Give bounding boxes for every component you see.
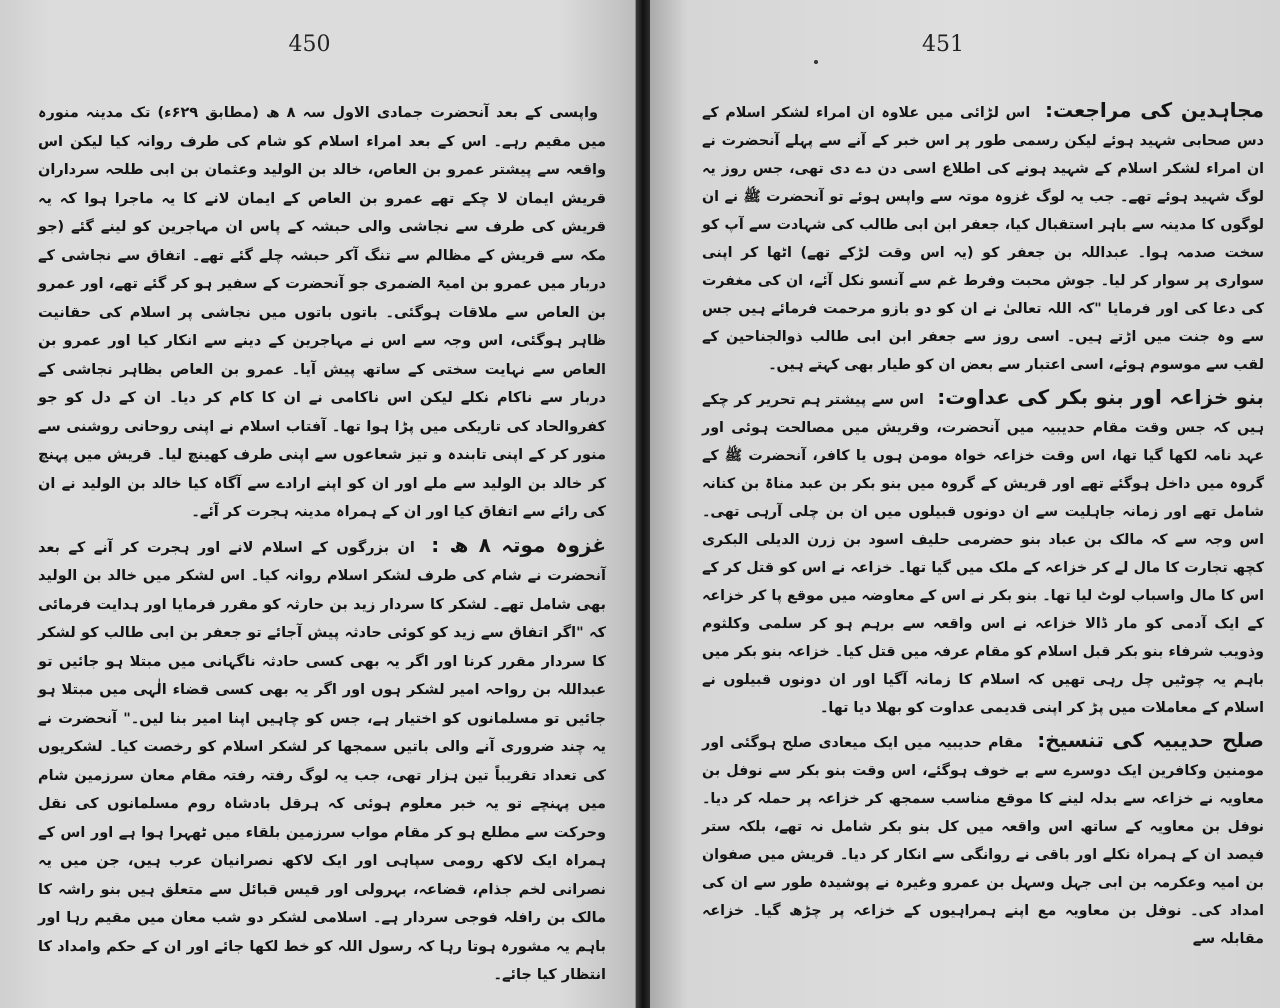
- paragraph: [38, 531, 606, 990]
- section-heading: صلح حدیبیہ کی تنسیخ:: [1037, 728, 1264, 752]
- page-number: 450: [288, 32, 331, 57]
- right-page: [650, 0, 1280, 1008]
- paragraph-text: واپسی کے بعد آنحضرت جمادی الاول سہ ۸ ھ (مطابق ۶۲۹ء) تک مدینہ منورہ میں مقیم رہے۔ اس کے بعد امراء اسلام کو شام کی طرف روانہ کیا لیکن اس واقعہ سے پیشتر عمرو بن العاص، خالد بن الولید وعثمان بن ابی طلحہ سرداران قریش ایمان لا چکے تھے عمرو بن العاص کے ایمان لانے کا یہ ماجرا ہوا کہ یہ قریش کی طرف سے نجاشی والی حبشہ کے پاس ان مہاجرین کو لینے گئے (جو مکہ سے قریش کے مظالم سے تنگ آکر حبشہ چلے گئے تھے۔ اتفاق سے نجاشی کے دربار میں عمرو بن امیۃ الضمری جو آنحضرت کے سفیر ہو کر گئے تھے، اور عمرو بن العاص سے ملاقات ہوگئی۔ باتوں باتوں میں نجاشی پر اسلام کی حقانیت ظاہر ہوگئی، اس وجہ سے اس نے مہاجرین کے دینے سے انکار کیا اور عمرو بن العاص سے نہایت سختی کے ساتھ پیش آیا۔ عمرو بن العاص بظاہر نجاشی کے دربار سے ناکام نکلے لیکن اس ناکامی نے ان کا کام کر دیا۔ ان کے دل کو جو کفروالحاد کی تاریکی میں پڑا ہوا تھا۔ آفتاب اسلام نے اپنی روحانی روشنی سے منور کر کے اپنی تابندہ و تیز شعاعوں سے اپنی طرف کھینچ لیا۔ قریش میں پہنچ کر خالد بن الولید سے ملے اور ان کو اپنے ارادے سے آگاہ کیا خالد بن الولید نے ان کی رائے سے اتفاق کیا اور ان کے ہمراہ مدینہ ہجرت کر آئے۔: [38, 105, 606, 520]
- paragraph-text: ان بزرگوں کے اسلام لانے اور ہجرت کر آنے کے بعد آنحضرت نے شام کی طرف لشکر اسلام روانہ کیا۔ اس لشکر میں خالد بن الولید بھی شامل تھے۔ لشکر کا سردار زید بن حارثہ کو مقرر فرمایا اور ہدایت فرمائی کہ "اگر اتفاق سے زید کو کوئی حادثہ پیش آجائے تو جعفر بن ابی طالب کو لشکر کا سردار مقرر کرنا اور اگر یہ بھی کسی حادثہ ناگہانی میں مبتلا ہو جائیں تو عبداللہ بن رواحہ امیر لشکر ہوں اور اگر یہ بھی کسی قضاء الٰہی میں مبتلا ہو جائیں تو مسلمانوں کو اختیار ہے، جس کو چاہیں اپنا امیر بنا لیں۔" آنحضرت نے یہ چند ضروری آنے والی باتیں سمجھا کر لشکر اسلام کو رخصت کیا۔ لشکریوں کی تعداد تقریباً تین ہزار تھی، جب یہ لوگ رفتہ رفتہ مقام معان سرزمین شام میں پہنچے تو یہ خبر معلوم ہوئی کہ ہرقل بادشاہ روم مسلمانوں کی نقل وحرکت سے مطلع ہو کر مقام مواب سرزمین بلقاء میں ٹھہرا ہوا ہے اور اس کے ہمراہ ایک لاکھ رومی سپاہی اور ایک لاکھ نصرانیان عرب ہیں، جن میں یہ نصرانی لخم جذام، قضاعہ، بہرولی اور قیس قبائل سے متعلق ہیں بنو راشہ کا مالک بن رافلہ فوجی سردار ہے۔ اسلامی لشکر دو شب معان میں مقیم رہا اور باہم یہ مشورہ ہوتا رہا کہ رسول اللہ کو خط لکھا جائے اور ان کے حکم وامداد کا انتظار کیا جائے۔: [38, 539, 606, 983]
- paragraph: [702, 383, 1264, 722]
- page-number: 451: [922, 32, 964, 57]
- section-heading: غزوہ موتہ ۸ ھ :: [431, 532, 606, 557]
- book-gutter: [636, 0, 650, 1008]
- section-heading: مجاہدین کی مراجعت:: [1044, 98, 1264, 122]
- paragraph: [38, 96, 606, 527]
- page-body: [38, 96, 606, 990]
- section-heading: بنو خزاعہ اور بنو بکر کی عداوت:: [937, 385, 1264, 409]
- paragraph: [702, 726, 1264, 953]
- page-body: [702, 96, 1264, 953]
- paragraph-text: اس لڑائی میں علاوہ ان امراء لشکر اسلام کے دس صحابی شہید ہوئے لیکن رسمی طور پر اس خبر کے آنے سے پہلے آنحضرت نے ان امراء لشکر اسلام کے شہید ہونے کی اطلاع اسی دن دے دی تھی، جس روز یہ لوگ شہید ہوئے تھے۔ جب یہ لوگ غزوہ موتہ سے واپس ہوئے تو آنحضرت ﷺ نے ان لوگوں کا مدینہ سے باہر استقبال کیا، جعفر ابن ابی طالب کی شہادت سے آپ کو سخت صدمہ ہوا۔ عبداللہ بن جعفر کو (یہ اس وقت لڑکے تھے) اٹھا کر اپنی سواری پر سوار کر لیا۔ جوش محبت وفرط غم سے آنسو نکل آئے، ان کی مغفرت کی دعا کی اور فرمایا "کہ اللہ تعالیٰ نے ان کو دو بازو مرحمت فرمائے ہیں جس سے وہ جنت میں اڑتے ہیں۔ اسی روز سے جعفر ابن ابی طالب ذوالجناحین کے لقب سے موسوم ہوئے، اسی اعتبار سے بعض ان کو طیار بھی کہتے ہیں۔: [702, 105, 1264, 373]
- paragraph-text: مقام حدیبیہ میں ایک میعادی صلح ہوگئی اور مومنین وکافرین ایک دوسرے سے بے خوف ہوگئے، اس وقت بنو بکر سے نوفل بن معاویہ نے خزاعہ سے بدلہ لینے کا موقع مناسب سمجھ کر خزاعہ پر حملہ کر دیا۔ نوفل بن معاویہ کے ساتھ اس واقعہ میں کل بنو بکر شامل نہ تھے، بلکہ ستر فیصد ان کے ہمراہ نکلے اور باقی نے روانگی سے انکار کر دیا۔ قریش میں صفوان بن امیہ وعکرمہ بن ابی جہل وسہل بن عمرو وغیرہ نے پوشیدہ طور سے ان کی امداد کی۔ نوفل بن معاویہ مع اپنے ہمراہیوں کے خزاعہ پر چڑھ گیا۔ خزاعہ مقابلہ سے: [702, 735, 1264, 947]
- paragraph: [702, 96, 1264, 379]
- ink-dot: [814, 60, 818, 64]
- paragraph-text: اس سے پیشتر ہم تحریر کر چکے ہیں کہ جس وقت مقام حدیبیہ میں آنحضرت، وقریش میں مصالحت ہوئی اور عہد نامہ لکھا گیا تھا، اس وقت خزاعہ خواہ مومن ہوں یا کافر، آنحضرت ﷺ کے گروہ میں داخل ہوگئے تھے اور قریش کے گروہ میں بنو بکر بن عبد مناۃ بن کنانہ شامل تھے اور زمانہ جاہلیت سے ان دونوں قبیلوں میں ان بن چلی آرہی تھی۔ اس وجہ سے کہ مالک بن عباد بنو حضرمی حلیف اسود بن زرن الدیلی البکری کچھ تجارت کا مال لے کر خزاعہ کے ملک میں گیا تھا۔ خزاعہ نے اس کو قتل کر کے اس کا مال واسباب لوٹ لیا تھا۔ بنو بکر نے اس کے معاوضہ میں موقع پا کر خزاعہ کے ایک آدمی کو مار ڈالا خزاعہ نے اس واقعہ سے برہم ہو کر سلمی وکلثوم وذویب شرفاء بنو بکر قبل اسلام کو مقام عرفہ میں قتل کیا۔ خزاعہ بنو بکر میں باہم یہ چوٹیں چل رہی تھیں کہ اسلام کا زمانہ آگیا اور ان دونوں قبیلوں نے اسلام کے معاملات میں پڑ کر اپنی قدیمی عداوت کو بھلا دیا تھا۔: [702, 392, 1264, 716]
- left-page: [0, 0, 636, 1008]
